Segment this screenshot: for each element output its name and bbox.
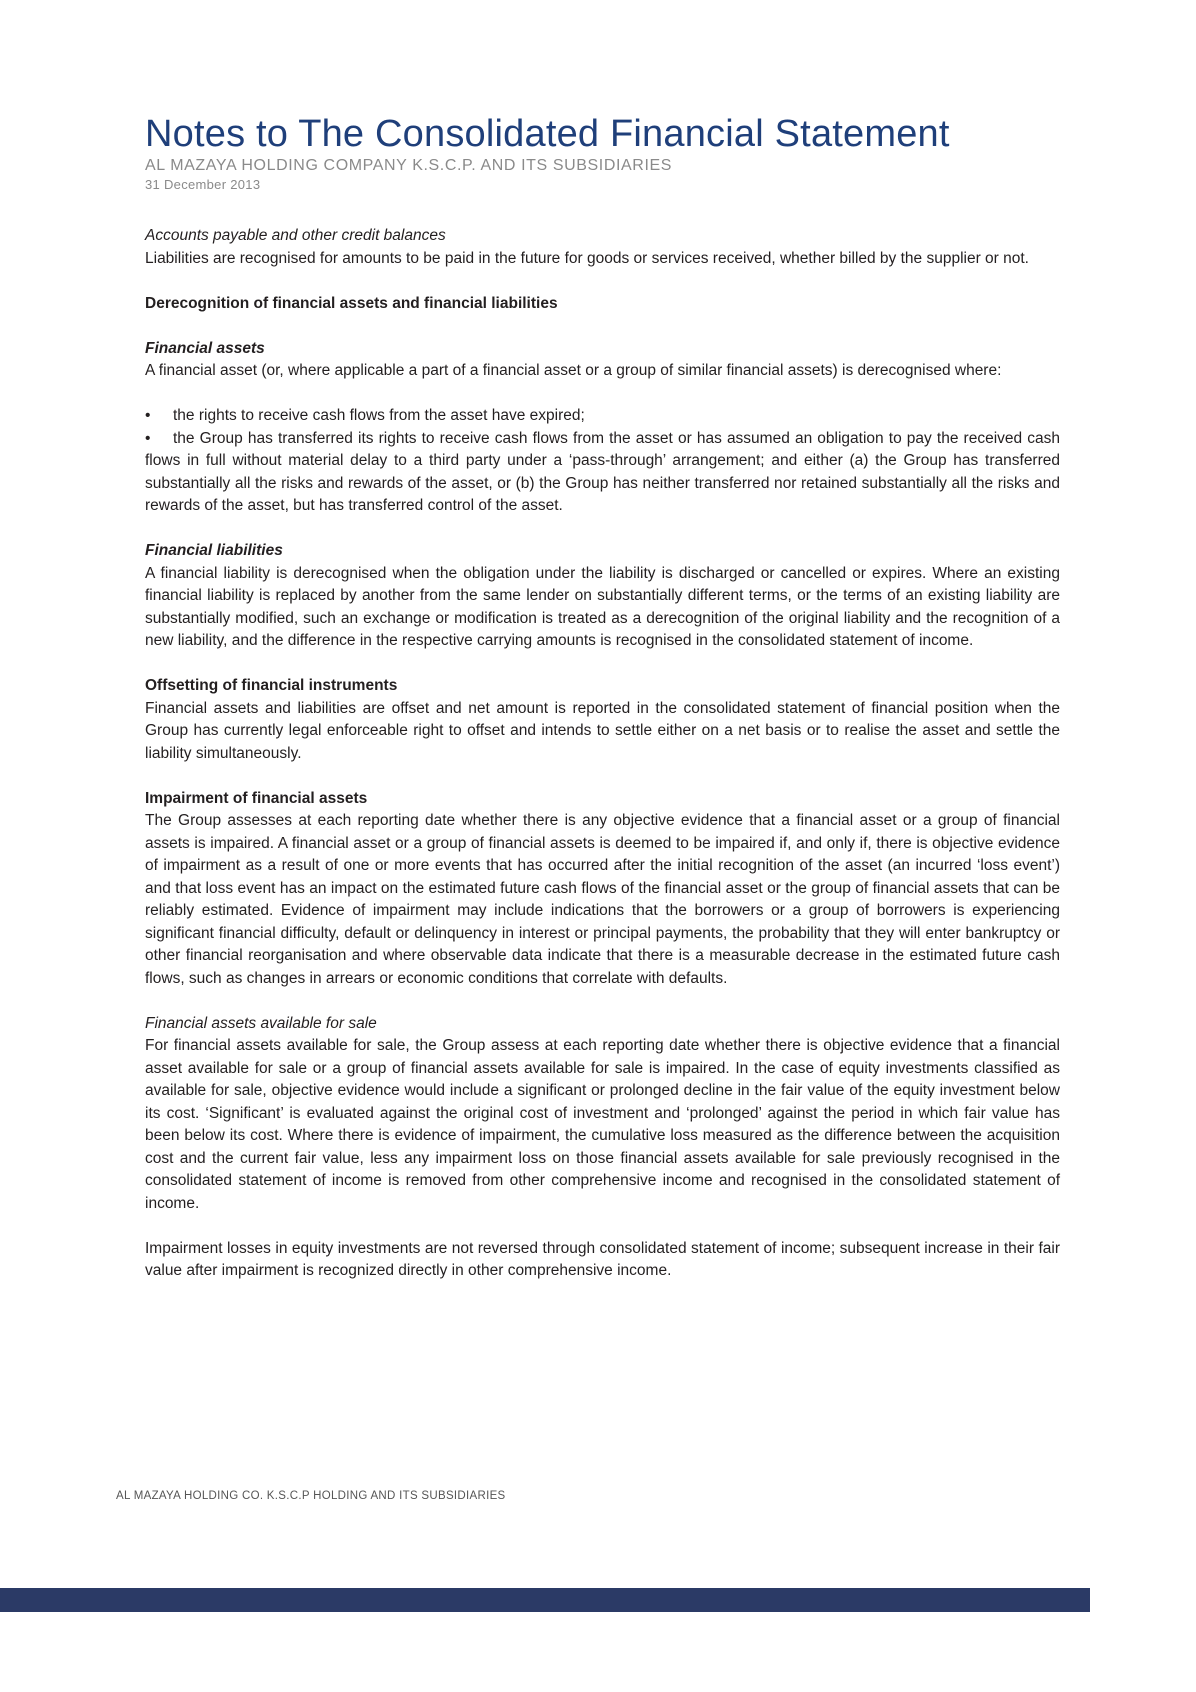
afs-heading: Financial assets available for sale	[145, 1014, 377, 1032]
accounts-payable-body: Liabilities are recognised for amounts to be paid in the future for goods or services received, whether billed by the supplier or not.	[145, 249, 1029, 267]
offsetting-body: Financial assets and liabilities are offset and net amount is reported in the consolidated statement of financial position when the Group has currently legal enforceable right to offset and intends to settle either on a net basis or to realise the asset and settle the liability simultaneously.	[145, 699, 1060, 762]
bullet-icon: •	[145, 429, 151, 447]
offsetting-heading: Offsetting of financial instruments	[145, 677, 398, 694]
financial-assets-body: A financial asset (or, where applicable a part of a financial asset or a group of similar financial assets) is derecognised where:	[145, 362, 1002, 379]
company-subtitle: AL MAZAYA HOLDING COMPANY K.S.C.P. AND ITS SUBSIDIARIES	[145, 157, 673, 174]
bullet-icon: •	[145, 407, 151, 424]
spacer	[145, 315, 1060, 338]
spacer	[145, 765, 1060, 788]
bullet-item	[145, 428, 1060, 518]
accounts-payable-heading: Accounts payable and other credit balances	[145, 227, 446, 244]
spacer	[145, 1215, 1060, 1238]
financial-liabilities-heading: Financial liabilities	[145, 542, 283, 559]
footer-bar	[0, 1588, 1090, 1612]
derecognition-heading: Derecognition of financial assets and financial liabilities	[145, 294, 558, 312]
spacer	[145, 653, 1060, 676]
footer-company-name: AL MAZAYA HOLDING CO. K.S.C.P HOLDING AND ITS SUBSIDIARIES	[116, 1490, 506, 1502]
financial-liabilities-body: A financial liability is derecognised when the obligation under the liability is discharged or cancelled or expires. Where an existing financial liability is replaced by another from the same lender on substantially different terms, or the terms of an existing liability are substantially modified, such an exchange or modification is treated as a derecognition of the original liability and the recognition of a new liability, and the difference in the respective carrying amounts is recognised in the consolidated statement of income.	[145, 564, 1060, 649]
report-date: 31 December 2013	[145, 177, 261, 192]
impairment-body: The Group assesses at each reporting date whether there is any objective evidence that a financial asset or a group of financial assets is impaired. A financial asset or a group of financial assets is deemed to be impaired if, and only if, there is objective evidence of impairment as a result of one or more events that has occurred after the initial recognition of the asset (an incurred ‘loss event’) and that loss event has an impact on the estimated future cash flows of the financial asset or the group of financial assets that can be reliably estimated. Evidence of impairment may include indications that the borrowers or a group of borrowers is experiencing significant financial difficulty, default or delinquency in interest or principal payments, the probability that they will enter bankruptcy or other financial reorganisation and where observable data indicate that there is a measurable decrease in the estimated future cash flows, such as changes in arrears or economic conditions that correlate with defaults.	[145, 812, 1060, 987]
bullet-text: the Group has transferred its rights to receive cash flows from the asset or has assumed an obligation to pay the received cash flows in full without material delay to a third party under a ‘pass-through’ arrangement; and either (a) the Group has transferred substantially all the risks and rewards of the asset, or (b) the Group has neither transferred nor retained substantially all the risks and rewards of the asset, but has transferred control of the asset.	[145, 429, 1060, 514]
impairment-heading: Impairment of financial assets	[145, 789, 368, 807]
spacer	[145, 383, 1060, 406]
financial-assets-heading: Financial assets	[145, 339, 265, 357]
afs-body: For financial assets available for sale, the Group assess at each reporting date whether there is objective evidence that a financial asset available for sale or a group of financial assets available for sale is impaired. In the case of equity investments classified as available for sale, objective evidence would include a significant or prolonged decline in the fair value of the equity investment below its cost. ‘Significant’ is evaluated against the original cost of investment and ‘prolonged’ against the period in which fair value has been below its cost. Where there is evidence of impairment, the cumulative loss measured as the difference between the acquisition cost and the current fair value, less any impairment loss on those financial assets available for sale previously recognised in the consolidated statement of income is removed from other comprehensive income and recognised in the consolidated statement of income.	[145, 1037, 1060, 1212]
spacer	[145, 990, 1060, 1013]
spacer	[145, 270, 1060, 293]
page-title: Notes to The Consolidated Financial Statement	[145, 113, 950, 155]
spacer	[145, 518, 1060, 541]
afs-body-continued: Impairment losses in equity investments are not reversed through consolidated statement of income; subsequent increase in their fair value after impairment is recognized directly in other comprehensive income.	[145, 1239, 1060, 1279]
bullet-item	[145, 405, 1060, 428]
notes-body	[145, 225, 1060, 1283]
page-header	[145, 112, 1065, 193]
bullet-text: the rights to receive cash flows from the asset have expired;	[173, 407, 585, 424]
